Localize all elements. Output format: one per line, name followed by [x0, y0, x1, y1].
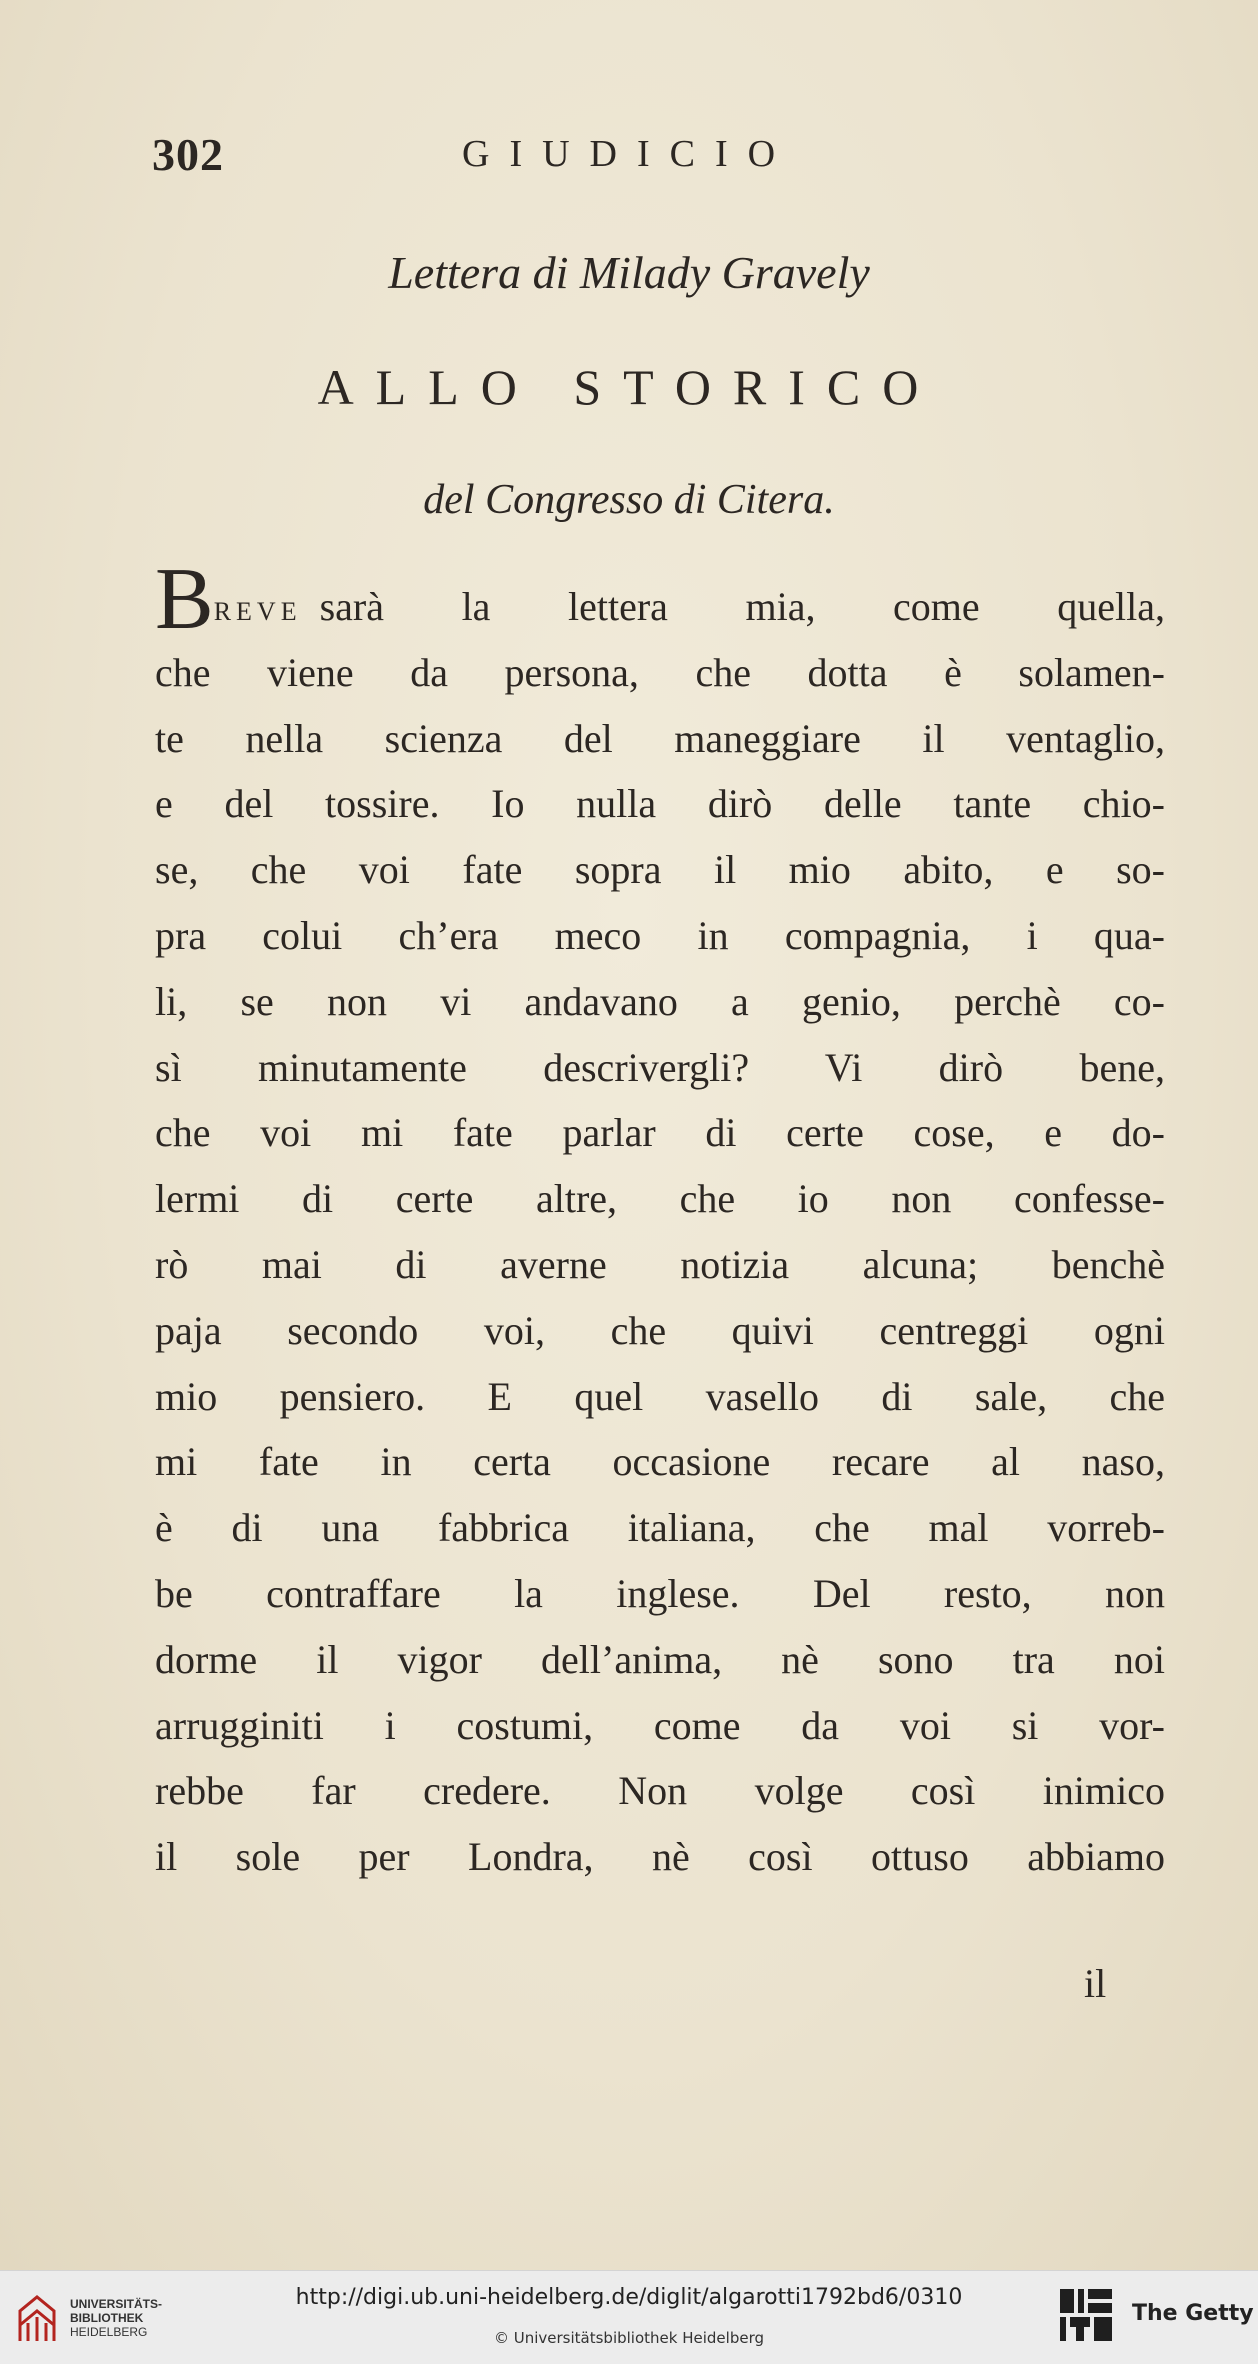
body-line: rebbe far credere. Non volge così inimico: [155, 1768, 1165, 1814]
body-line: è di una fabbrica italiana, che mal vorreb-: [155, 1505, 1165, 1551]
body-line: se, che voi fate sopra il mio abito, e so-: [155, 847, 1165, 893]
body-line: sì minutamente descrivergli? Vi dirò bene,: [155, 1044, 1165, 1090]
body-line: che viene da persona, che dotta è solamen-: [155, 649, 1165, 695]
body-line: il sole per Londra, nè così ottuso abbiamo: [155, 1834, 1165, 1880]
library-name-line: BIBLIOTHEK: [70, 2311, 144, 2325]
body-line: e del tossire. Io nulla dirò delle tante chio-: [155, 781, 1165, 827]
getty-logo-icon[interactable]: [1058, 2287, 1114, 2343]
partner-name[interactable]: The Getty: [1132, 2301, 1254, 2326]
body-line-text: sarà la lettera mia, come quella,: [319, 584, 1165, 629]
viewer-footer: [0, 2270, 1258, 2364]
body-line: rò mai di averne notizia alcuna; benchè: [155, 1241, 1165, 1287]
copyright-notice: © Universitätsbibliothek Heidelberg: [493, 2329, 764, 2347]
page-header: [152, 128, 1112, 188]
body-line: arrugginiti i costumi, come da voi si vor-: [155, 1702, 1165, 1748]
page-number: 302: [152, 129, 224, 180]
first-word-small-caps: REVE: [213, 597, 302, 626]
body-line: paja secondo voi, che quivi centreggi ogni: [155, 1307, 1165, 1353]
body-line: li, se non vi andavano a genio, perchè co-: [155, 978, 1165, 1024]
body-line: mi fate in certa occasione recare al naso,: [155, 1439, 1165, 1485]
source-url-link[interactable]: http://digi.ub.uni-heidelberg.de/diglit/algarotti1792bd6/0310: [295, 2285, 963, 2310]
body-line: mio pensiero. E quel vasello di sale, che: [155, 1373, 1165, 1419]
body-line: che voi mi fate parlar di certe cose, e do-: [155, 1110, 1165, 1156]
drop-cap: B: [155, 551, 214, 648]
library-name-line: UNIVERSITÄTS-: [70, 2297, 163, 2311]
section-heading: ALLO STORICO: [317, 359, 941, 415]
section-subheading: del Congresso di Citera.: [423, 477, 835, 523]
body-line: te nella scienza del maneggiare il ventaglio,: [155, 715, 1165, 761]
letter-body: [155, 551, 1165, 1890]
running-head: GIUDICIO: [462, 133, 796, 175]
letter-title: Lettera di Milady Gravely: [388, 247, 870, 298]
library-name-line: HEIDELBERG: [70, 2325, 148, 2339]
body-line: dorme il vigor dell’anima, nè sono tra noi: [155, 1636, 1165, 1682]
body-line: lermi di certe altre, che io non confesse-: [155, 1176, 1165, 1222]
body-line: pra colui ch’era meco in compagnia, i qua-: [155, 912, 1165, 958]
catchword: il: [1084, 1961, 1107, 2006]
body-line: be contraffare la inglese. Del resto, non: [155, 1570, 1165, 1616]
body-line-first: [155, 551, 1165, 648]
